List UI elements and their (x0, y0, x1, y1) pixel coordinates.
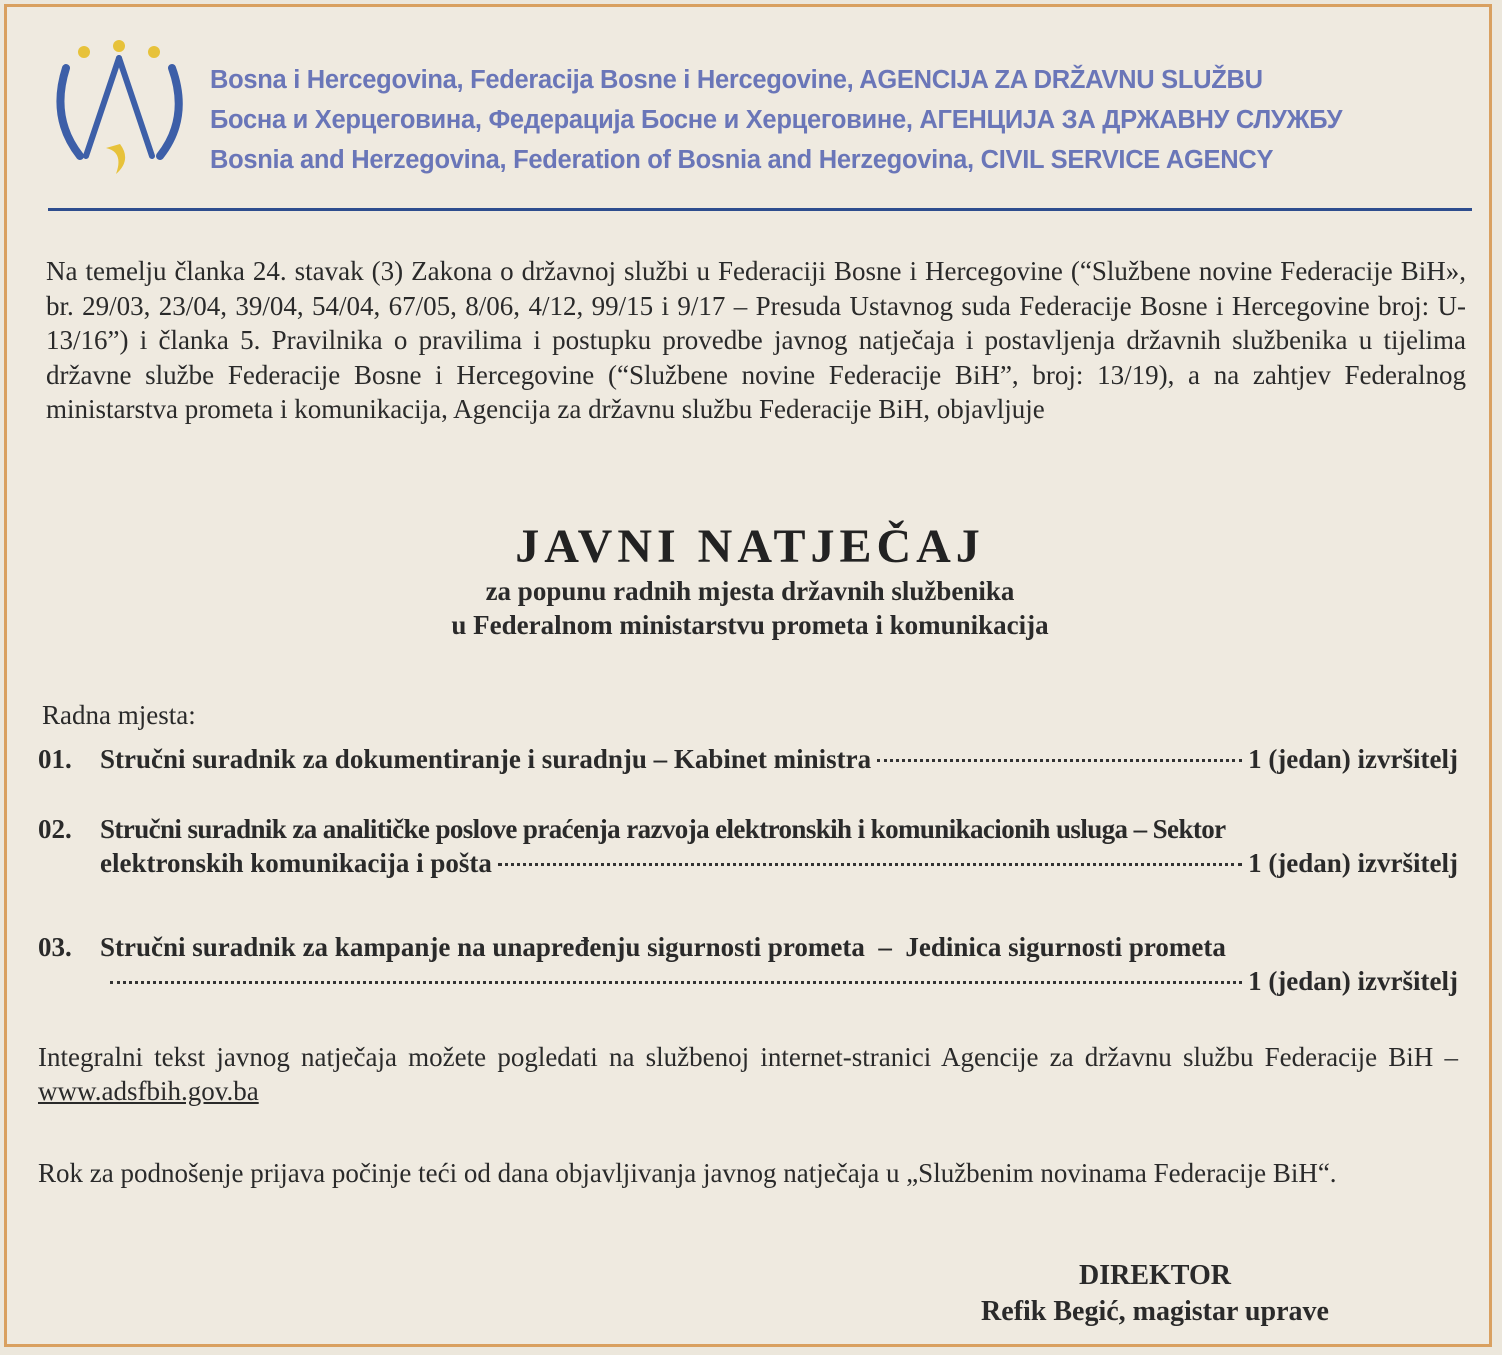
notice-subtitle-1: za popunu radnih mjesta državnih službenika (485, 576, 1015, 606)
web-text: Integralni tekst javnog natječaja možete pogledati na službenoj internet-stranici Agencije za državnu službu Federacije BiH – (38, 1042, 1458, 1072)
signature-name: Refik Begić, magistar uprave (981, 1296, 1329, 1327)
position-number: 03. (38, 932, 72, 962)
signature-block (930, 1258, 1380, 1330)
position-item (38, 812, 1458, 880)
position-title: Stručni suradnik za analitičke poslove praćenja razvoja elektronskih i komunikacionih usluga – Sektor (100, 814, 1226, 844)
header-divider (48, 208, 1472, 211)
agency-line-bosnian: Bosna i Hercegovina, Federacija Bosne i Hercegovine, AGENCIJA ZA DRŽAVNU SLUŽBU (210, 66, 1263, 94)
dot-leader (110, 981, 1242, 984)
position-item (38, 930, 1458, 998)
agency-header (44, 36, 1474, 226)
position-title: Stručni suradnik za dokumentiranje i suradnju – Kabinet ministra (100, 744, 872, 774)
signature-title: DIREKTOR (1079, 1260, 1231, 1291)
deadline-paragraph: Rok za podnošenje prijava počinje teći od dana objavljivanja javnog natječaja u „Službenim novinama Federacije BiH“. (38, 1158, 1337, 1188)
notice-subtitle-2: u Federalnom ministarstvu prometa i komunikacija (451, 610, 1049, 640)
agency-line-serbian: Босна и Херцеговина, Федерација Босне и Херцеговине, АГЕНЦИЈА ЗА ДРЖАВНУ СЛУЖБУ (210, 106, 1343, 134)
position-count: 1 (jedan) izvršitelj (1248, 966, 1458, 996)
dot-leader (498, 863, 1242, 866)
position-number: 01. (38, 744, 72, 774)
position-title-cont: elektronskih komunikacija i pošta (100, 848, 492, 878)
position-number: 02. (38, 814, 72, 844)
notice-title: JAVNI NATJEČAJ (515, 520, 985, 573)
position-item (38, 742, 1458, 776)
intro-paragraph: Na temelju članka 24. stavak (3) Zakona o državnoj službi u Federaciji Bosne i Hercegovine (“Službene novine Federacije BiH», br. 29/03, 23/04, 39/04, 54/04, 67/05, 8/06, 4/12, 99/15 i 9/17 – Presuda Ustavnog suda Federacije Bosne i Hercegovine broj: U-13/16”) i članka 5. Pravilnika o pravilima i postupku provedbe javnog natječaja i postavljenja državnih službenika u tijelima državne službe Federacije Bosne i Hercegovine (“Službene novine Federacije BiH”, broj: 13/19), a na zahtjev Federalnog ministarstva prometa i komunikacija, Agencija za državnu službu Federacije BiH, objavljuje (46, 256, 1466, 424)
web-paragraph (38, 1040, 1458, 1108)
position-title: Stručni suradnik za kampanje na unapređenju sigurnosti prometa – Jedinica sigurnosti prometa (100, 932, 1226, 962)
agency-logo-icon (44, 36, 194, 186)
position-count: 1 (jedan) izvršitelj (1248, 848, 1458, 878)
agency-line-english: Bosnia and Herzegovina, Federation of Bosnia and Herzegovina, CIVIL SERVICE AGENCY (210, 146, 1274, 174)
agency-website-link[interactable]: www.adsfbih.gov.ba (38, 1076, 259, 1106)
positions-label: Radna mjesta: (42, 700, 196, 730)
dot-leader (877, 759, 1242, 762)
position-count: 1 (jedan) izvršitelj (1248, 744, 1458, 774)
title-block (300, 520, 1200, 642)
